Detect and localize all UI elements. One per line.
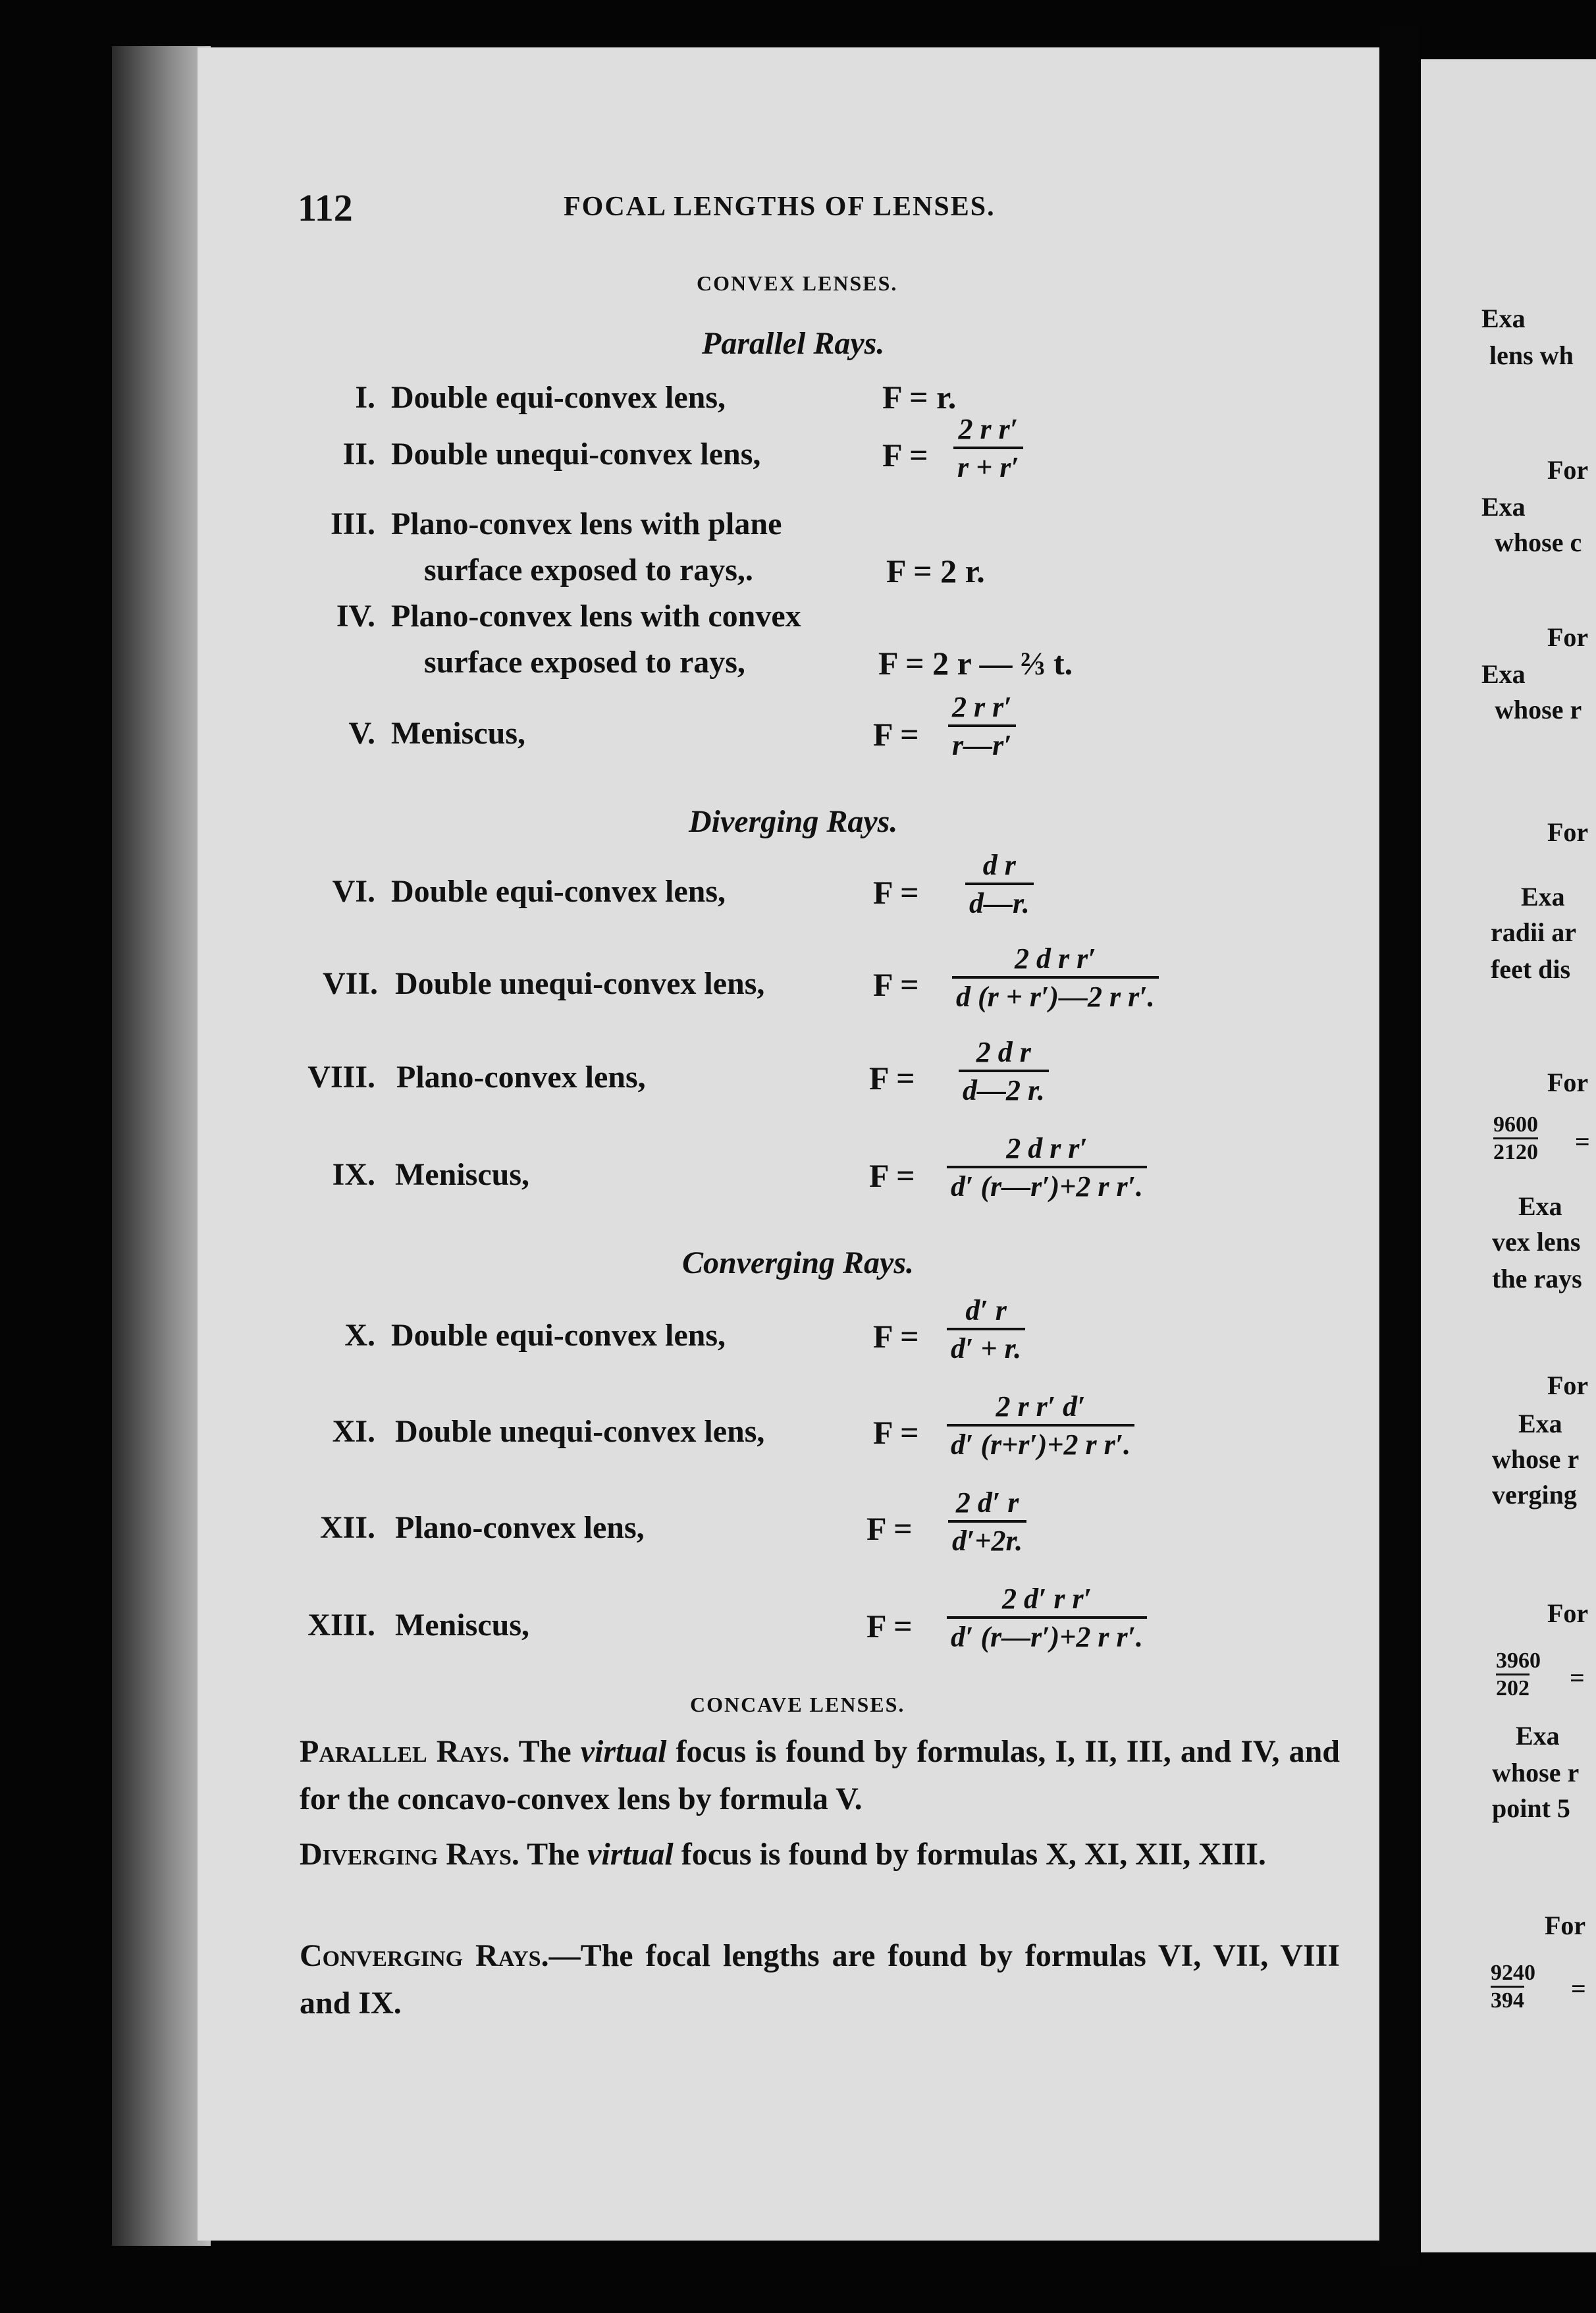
f-label: F = [882,437,928,474]
item-number: III. [330,506,375,541]
item-number: XIII. [307,1608,375,1643]
fraction-denominator: d—2 r. [959,1070,1049,1106]
right-equals: = [1575,1127,1590,1156]
right-fragment: vex lens [1492,1227,1581,1257]
fraction-denominator: d′+2r. [948,1520,1026,1557]
item-text: Double equi-convex lens, [391,380,726,415]
right-fragment: For [1547,1371,1589,1400]
concave-heading: CONCAVE LENSES. [690,1693,905,1716]
left-page [198,47,1409,2241]
fraction-denominator: d′ (r—r′)+2 r r′. [947,1166,1147,1203]
fraction-numerator: d′ r [965,1294,1007,1326]
right-fragment: Exa [1481,659,1526,689]
fraction-numerator: 2 d r r′ [1006,1132,1088,1164]
item-text-cont: surface exposed to rays, [424,645,745,680]
item-text: Meniscus, [391,716,525,751]
item-number: XI. [332,1414,375,1449]
fraction-denominator: d′ + r. [947,1328,1025,1365]
converging-rays-heading: Converging Rays. [682,1245,915,1280]
right-fragment: Exa [1518,1191,1562,1221]
paragraph-parallel [300,1728,1340,1823]
paragraph-text: The [527,1837,580,1872]
fraction-numerator: d r [982,849,1016,881]
item-number: V. [348,716,375,751]
fraction-denominator: r—r′ [948,724,1016,761]
right-fragment: Exa [1521,882,1565,912]
right-fraction-denominator: 202 [1496,1674,1530,1701]
right-fragment: whose r [1492,1758,1580,1787]
book-gutter [1379,26,1419,2266]
fraction-numerator: 2 d′ r r′ [1002,1583,1092,1615]
right-fraction-numerator: 3960 [1496,1648,1541,1673]
right-fragment: verging [1492,1480,1577,1510]
right-fraction-numerator: 9600 [1493,1112,1538,1137]
fraction-denominator: d′ (r+r′)+2 r r′. [947,1424,1134,1461]
right-fragment: For [1547,455,1589,485]
item-text: Plano-convex lens with convex [391,599,801,634]
f-label: F = [873,716,919,753]
right-fragment: Exa [1481,304,1526,333]
right-equals: = [1571,1974,1586,2003]
paragraph-text: focus is found by formulas X, XI, XII, XIII. [681,1837,1266,1872]
item-number: II. [342,437,375,472]
fraction-denominator: d (r + r′)—2 r r′. [952,976,1159,1013]
item-number: X. [344,1318,375,1353]
item-number: VI. [332,874,375,909]
fraction [965,850,1034,920]
f-label: F = [869,1157,915,1194]
fraction-numerator: 2 d r [976,1036,1031,1068]
right-fragment: Exa [1518,1409,1562,1438]
item-number: VII. [322,966,378,1001]
f-label: F = [869,1060,915,1097]
paragraph-text: focus is found by formulas, I, II, III, and IV, and for the concavo-convex lens by formula V. [300,1734,1341,1816]
right-fragment: For [1547,1598,1589,1628]
paragraph-text: —The focal lengths are found by formulas VI, VII, VIII and IX. [300,1938,1341,2021]
right-fraction-denominator: 2120 [1493,1137,1538,1165]
item-text: Double equi-convex lens, [391,1318,726,1353]
f-label: F = [873,966,919,1003]
right-fragment: For [1547,817,1589,847]
fraction [947,1391,1134,1461]
right-fragment: For [1547,1068,1589,1097]
f-label: F = [866,1510,913,1547]
item-text-cont: surface exposed to rays,. [424,553,753,587]
item-number: I. [355,380,375,415]
right-fraction [1491,1960,1535,2013]
item-number: XII. [319,1510,375,1545]
right-fragment: Exa [1516,1721,1560,1751]
item-text: Double unequi-convex lens, [391,437,761,472]
fraction [948,692,1016,762]
running-head: FOCAL LENGTHS OF LENSES. [564,192,996,222]
formula: F = r. [882,379,957,416]
paragraph-lead: Parallel Rays. [300,1734,510,1769]
fraction-numerator: 2 r r′ [952,691,1012,723]
right-fragment: feet dis [1491,954,1571,984]
page-edge [112,46,211,2246]
fraction [953,414,1023,484]
right-fraction [1493,1112,1538,1165]
fraction-denominator: d′ (r—r′)+2 r r′. [947,1616,1147,1653]
item-text: Plano-convex lens with plane [391,506,782,541]
paragraph-diverging [300,1831,1340,1878]
f-label: F = [873,1318,919,1355]
right-fragment: whose r [1495,695,1582,724]
f-label: F = [873,874,919,911]
right-fragment: For [1545,1911,1586,1940]
item-number: IV. [336,599,375,634]
item-text: Double unequi-convex lens, [395,966,765,1001]
item-number: VIII. [307,1060,375,1095]
paragraph-lead: Diverging Rays. [300,1837,519,1872]
f-label: F = [866,1608,913,1645]
fraction-numerator: 2 d′ r [955,1486,1019,1519]
convex-heading: CONVEX LENSES. [697,271,898,295]
right-fraction [1496,1648,1541,1701]
formula: F = 2 r. [886,553,985,589]
formula: F = 2 r — ⅔ t. [878,645,1073,682]
page-number: 112 [298,186,353,229]
item-number: IX. [332,1157,375,1192]
fraction-denominator: d—r. [965,883,1034,919]
fraction-numerator: 2 r r′ d′ [996,1390,1086,1423]
paragraph-converging [300,1932,1340,2027]
right-fraction-denominator: 394 [1491,1986,1524,2013]
item-text: Plano-convex lens, [396,1060,646,1095]
right-fragment: For [1547,622,1589,652]
right-fragment: lens wh [1489,340,1574,370]
paragraph-emphasis: virtual [580,1734,667,1769]
fraction [959,1037,1049,1107]
fraction-numerator: 2 d r r′ [1015,942,1096,975]
fraction [952,943,1159,1014]
fraction [947,1133,1147,1203]
paragraph-text: The [518,1734,572,1769]
right-fragment: the rays [1492,1264,1582,1293]
item-text: Double equi-convex lens, [391,874,726,909]
parallel-rays-heading: Parallel Rays. [702,326,885,361]
right-fragment: radii ar [1491,917,1576,947]
paragraph-emphasis: virtual [587,1837,674,1872]
right-fragment: Exa [1481,492,1526,522]
right-equals: = [1570,1663,1585,1693]
f-label: F = [873,1414,919,1451]
item-text: Plano-convex lens, [395,1510,645,1545]
item-text: Meniscus, [395,1157,529,1192]
right-fragment: whose r [1492,1444,1580,1474]
right-fragment: point 5 [1492,1793,1570,1823]
fraction-denominator: r + r′ [953,447,1023,483]
fraction [947,1583,1147,1654]
fraction-numerator: 2 r r′ [958,413,1019,445]
item-text: Double unequi-convex lens, [395,1414,765,1449]
paragraph-lead: Converging Rays. [300,1938,549,1973]
right-fraction-numerator: 9240 [1491,1961,1535,1985]
fraction [947,1295,1025,1365]
diverging-rays-heading: Diverging Rays. [689,804,898,839]
item-text: Meniscus, [395,1608,529,1643]
fraction [948,1487,1026,1558]
right-fragment: whose c [1495,528,1582,557]
